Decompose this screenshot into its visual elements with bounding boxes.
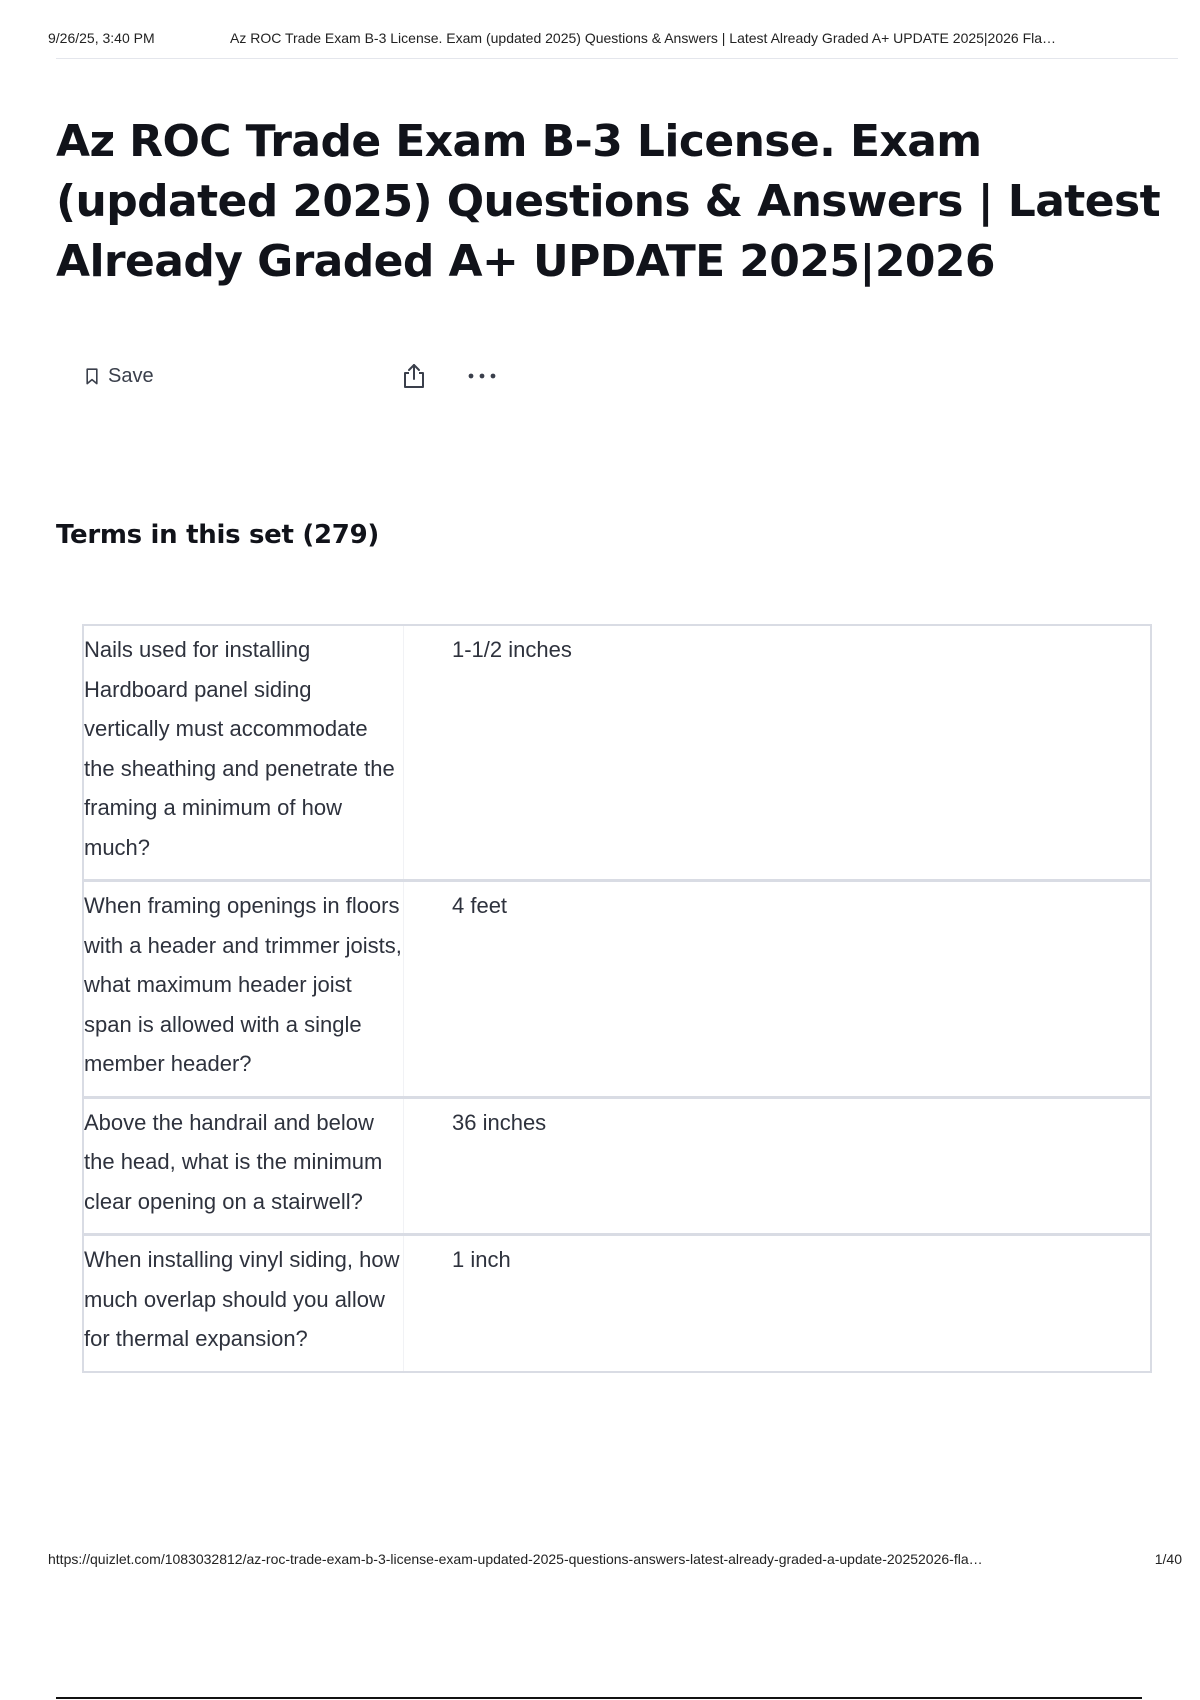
card-definition: 4 feet xyxy=(452,893,508,918)
flashcard-list xyxy=(82,624,1152,1373)
terms-heading: Terms in this set (279) xyxy=(56,520,379,550)
card-term: When installing vinyl siding, how much overlap should you allow for thermal expansion? xyxy=(84,1236,404,1371)
print-datetime: 9/26/25, 3:40 PM xyxy=(48,30,155,46)
header-divider xyxy=(56,58,1178,59)
print-url: https://quizlet.com/1083032812/az-roc-trade-exam-b-3-license-exam-updated-2025-questions-answers-latest-already-graded-a-update-20252026-fla… xyxy=(48,1551,983,1567)
print-document-title: Az ROC Trade Exam B-3 License. Exam (updated 2025) Questions & Answers | Latest Already Graded A+ UPDATE 2025|2026 Fla… xyxy=(230,30,1057,46)
flashcard-row[interactable] xyxy=(82,1235,1152,1373)
share-icon xyxy=(401,362,427,390)
card-definition: 1 inch xyxy=(452,1247,511,1272)
card-term: Nails used for installing Hardboard panel siding vertically must accommodate the sheathing and penetrate the framing a minimum of how much? xyxy=(84,626,404,879)
card-definition: 1-1/2 inches xyxy=(452,637,572,662)
page-bottom-divider xyxy=(56,1697,1142,1699)
print-footer xyxy=(48,1551,1182,1571)
page-title: Az ROC Trade Exam B-3 License. Exam (updated 2025) Questions & Answers | Latest Already Graded A+ UPDATE 2025|2026 xyxy=(56,116,1160,287)
save-button-label: Save xyxy=(108,364,154,387)
set-toolbar xyxy=(86,360,506,392)
flashcard-row[interactable] xyxy=(82,624,1152,881)
flashcard-row[interactable] xyxy=(82,881,1152,1098)
card-term: Above the handrail and below the head, what is the minimum clear opening on a stairwell? xyxy=(84,1099,404,1234)
share-button[interactable] xyxy=(398,360,430,392)
card-definition: 36 inches xyxy=(452,1109,547,1135)
bookmark-icon xyxy=(86,368,98,385)
flashcard-row[interactable] xyxy=(82,1098,1152,1236)
print-page-indicator: 1/40 xyxy=(1154,1551,1182,1567)
print-header xyxy=(48,30,1178,52)
card-term: When framing openings in floors with a header and trimmer joists, what maximum header joist span is allowed with a single member header? xyxy=(84,882,404,1096)
save-button[interactable] xyxy=(86,360,154,392)
more-options-button[interactable] xyxy=(464,360,500,392)
more-options-icon xyxy=(467,372,497,380)
